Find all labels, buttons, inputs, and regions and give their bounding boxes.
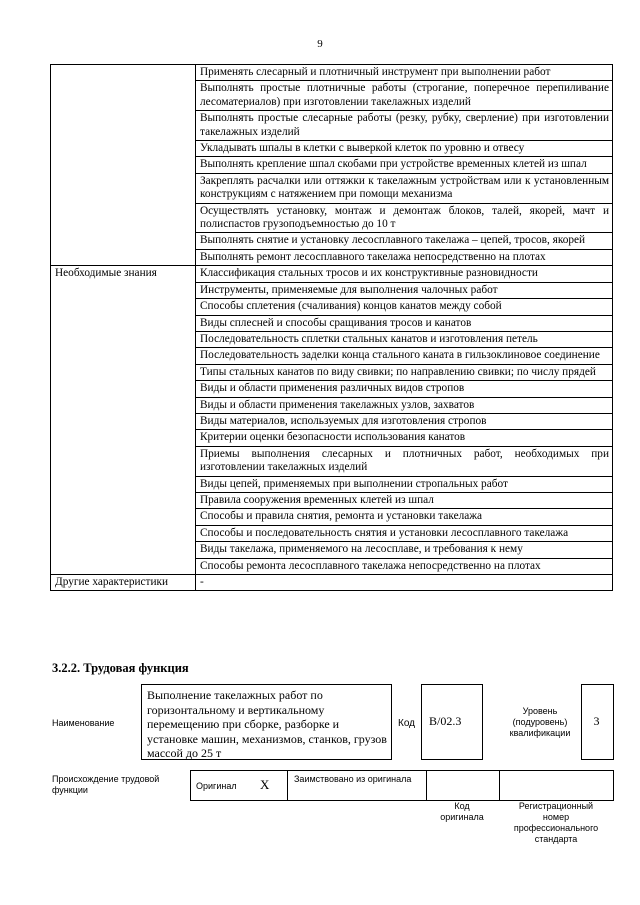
knowledge_section-item: Способы и последовательность снятия и установки лесосплавного такелажа: [196, 525, 613, 541]
knowledge_section-item: Виды материалов, используемых для изготовления стропов: [196, 413, 613, 429]
knowledge_section-row: [51, 266, 613, 282]
knowledge_section-item: Приемы выполнения слесарных и плотничных работ, необходимых при изготовлении такелажных изделий: [196, 446, 613, 476]
skills_section-item: Осуществлять установку, монтаж и демонтаж блоков, талей, якорей, мачт и полиспастов грузоподъемностью до 10 т: [196, 203, 613, 233]
skills_section-label: [51, 65, 196, 266]
skills_section-item: Выполнять простые слесарные работы (резку, рубку, сверление) при изготовлении такелажных изделий: [196, 111, 613, 141]
skills_section-item: Укладывать шпалы в клетки с выверкой клеток по уровню и отвесу: [196, 141, 613, 157]
code-value: B/02.3: [429, 714, 462, 728]
knowledge_section-item: Виды такелажа, применяемого на лесосплаве, и требования к нему: [196, 542, 613, 558]
skills_section-item: Закреплять расчалки или оттяжки к такелажным устройствам или к установленным конструкциям с натяжением при помощи механизма: [196, 173, 613, 203]
borrowed-label: Заимствовано из оригинала: [294, 774, 412, 784]
skills_section-item: Выполнять ремонт лесосплавного такелажа непосредственно на плотах: [196, 249, 613, 265]
skills_section-item: Применять слесарный и плотничный инструмент при выполнении работ: [196, 65, 613, 81]
skills_section-item: Выполнять простые плотничные работы (строгание, поперечное перепиливание лесоматериалов) при изготовлении такелажных изделий: [196, 81, 613, 111]
reg-number-box: [499, 770, 614, 801]
knowledge_section-item: Способы и правила снятия, ремонта и установки такелажа: [196, 509, 613, 525]
other-value: -: [196, 575, 613, 591]
original-mark: X: [260, 777, 270, 792]
name-label: Наименование: [52, 718, 115, 728]
section-title: 3.2.2. Трудовая функция: [52, 661, 189, 675]
knowledge_section-item: Виды и области применения различных видов стропов: [196, 381, 613, 397]
knowledge_section-item: Типы стальных канатов по виду свивки; по направлению свивки; по числу прядей: [196, 364, 613, 380]
knowledge_section-label: Необходимые знания: [51, 266, 196, 575]
knowledge_section-item: Классификация стальных тросов и их конструктивные разновидности: [196, 266, 613, 282]
code-original-label: Код оригинала: [440, 801, 484, 822]
knowledge_section-item: Инструменты, применяемые для выполнения чалочных работ: [196, 282, 613, 298]
name-value: Выполнение такелажных работ по горизонтальному и вертикальному перемещению при сборке, разборке и установке машин, механизмов, станков, грузов массой до 25 т: [147, 688, 387, 760]
skills_section-row: [51, 65, 613, 81]
skills_section-item: Выполнять крепление шпал скобами при устройстве временных клетей из шпал: [196, 157, 613, 173]
level-value: 3: [593, 714, 600, 728]
knowledge_section-item: Последовательность сплетки стальных канатов и изготовления петель: [196, 331, 613, 347]
original-label: Оригинал: [196, 781, 237, 791]
page-number: 9: [317, 38, 323, 50]
reg-number-label: Регистрационный номер профессионального стандарта: [513, 801, 599, 844]
knowledge_section-item: Способы сплетения (счаливания) концов канатов между собой: [196, 299, 613, 315]
knowledge_section-item: Последовательность заделки конца стального каната в гильзоклиновое соединение: [196, 348, 613, 364]
skills_section-item: Выполнять снятие и установку лесосплавного такелажа – цепей, тросов, якорей: [196, 233, 613, 249]
knowledge_section-item: Критерии оценки безопасности использования канатов: [196, 430, 613, 446]
code-label: Код: [398, 718, 416, 729]
knowledge_section-item: Виды цепей, применяемых при выполнении стропальных работ: [196, 476, 613, 492]
knowledge_section-item: Виды сплесней и способы сращивания тросов и канатов: [196, 315, 613, 331]
knowledge_section-item: Способы ремонта лесосплавного такелажа непосредственно на плотах: [196, 558, 613, 574]
code-original-box: [426, 770, 500, 801]
knowledge_section-item: Правила сооружения временных клетей из шпал: [196, 492, 613, 508]
other-label: Другие характеристики: [51, 575, 196, 591]
level-label: Уровень (подуровень) квалификации: [509, 706, 571, 738]
origin-label: Происхождение трудовой функции: [52, 774, 160, 795]
requirements-table: [50, 64, 613, 591]
other-row: [51, 575, 613, 591]
knowledge_section-item: Виды и области применения такелажных узлов, захватов: [196, 397, 613, 413]
